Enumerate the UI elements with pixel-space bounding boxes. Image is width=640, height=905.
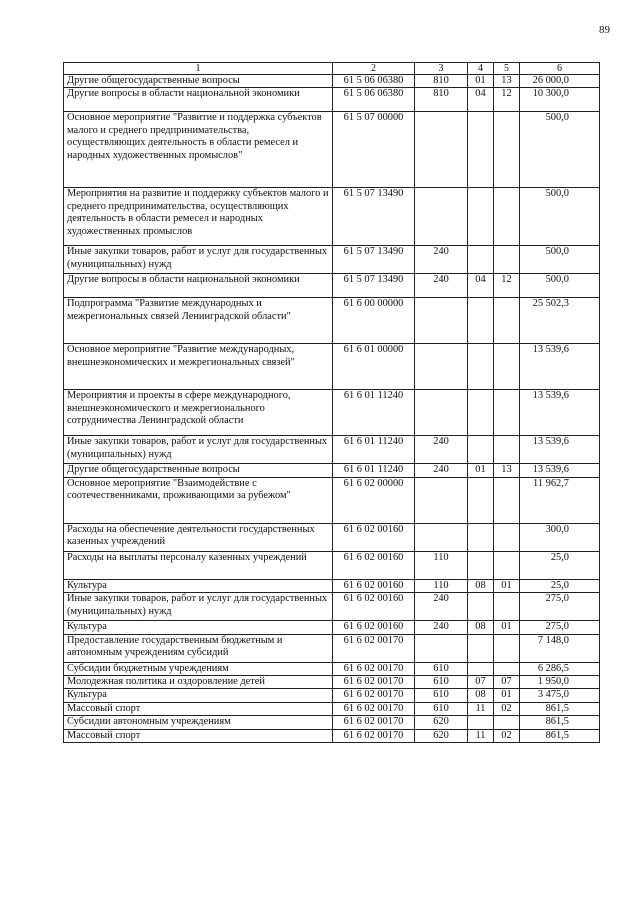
row-vr-cell: 620	[415, 729, 468, 742]
table-row	[64, 75, 600, 88]
row-code-cell: 61 5 06 06380	[333, 88, 415, 112]
row-name-cell: Массовый спорт	[64, 702, 333, 715]
table-row	[64, 729, 600, 742]
row-pr-cell	[494, 593, 520, 621]
row-rz-cell: 11	[468, 702, 494, 715]
row-sum-cell: 26 000,0	[520, 75, 600, 88]
row-sum-cell: 861,5	[520, 729, 600, 742]
row-rz-cell	[468, 344, 494, 390]
row-vr-cell: 240	[415, 246, 468, 274]
row-sum-cell: 275,0	[520, 593, 600, 621]
row-sum-cell: 500,0	[520, 246, 600, 274]
row-sum-cell: 500,0	[520, 112, 600, 188]
row-code-cell: 61 6 02 00170	[333, 702, 415, 715]
row-rz-cell	[468, 436, 494, 464]
row-name-cell: Культура	[64, 621, 333, 634]
row-code-cell: 61 6 01 11240	[333, 390, 415, 436]
row-vr-cell: 110	[415, 579, 468, 592]
row-name-cell: Предоставление государственным бюджетным и автономным учреждениям субсидий	[64, 634, 333, 662]
row-sum-cell: 275,0	[520, 621, 600, 634]
row-code-cell: 61 6 02 00160	[333, 523, 415, 551]
row-rz-cell: 04	[468, 274, 494, 298]
table-row	[64, 246, 600, 274]
row-code-cell: 61 6 01 11240	[333, 436, 415, 464]
row-pr-cell	[494, 634, 520, 662]
row-vr-cell	[415, 298, 468, 344]
row-pr-cell: 01	[494, 621, 520, 634]
row-rz-cell: 08	[468, 579, 494, 592]
row-name-cell: Культура	[64, 689, 333, 702]
row-rz-cell	[468, 390, 494, 436]
row-code-cell: 61 6 02 00170	[333, 689, 415, 702]
row-name-cell: Основное мероприятие "Развитие международных, внешнеэкономических и межрегиональных связей"	[64, 344, 333, 390]
row-name-cell: Основное мероприятие "Взаимодействие с соотечественниками, проживающими за рубежом"	[64, 477, 333, 523]
row-sum-cell: 13 539,6	[520, 390, 600, 436]
row-rz-cell	[468, 634, 494, 662]
row-vr-cell	[415, 112, 468, 188]
row-sum-cell: 13 539,6	[520, 464, 600, 477]
row-code-cell: 61 6 02 00170	[333, 676, 415, 689]
row-name-cell: Молодежная политика и оздоровление детей	[64, 676, 333, 689]
row-name-cell: Культура	[64, 579, 333, 592]
row-name-cell: Субсидии бюджетным учреждениям	[64, 662, 333, 675]
row-pr-cell: 07	[494, 676, 520, 689]
row-name-cell: Субсидии автономным учреждениям	[64, 716, 333, 729]
table-row	[64, 390, 600, 436]
row-pr-cell: 02	[494, 729, 520, 742]
row-rz-cell: 04	[468, 88, 494, 112]
row-sum-cell: 300,0	[520, 523, 600, 551]
row-pr-cell	[494, 523, 520, 551]
row-sum-cell: 13 539,6	[520, 436, 600, 464]
row-sum-cell: 6 286,5	[520, 662, 600, 675]
row-rz-cell: 11	[468, 729, 494, 742]
row-name-cell: Массовый спорт	[64, 729, 333, 742]
row-name-cell: Иные закупки товаров, работ и услуг для государственных (муниципальных) нужд	[64, 436, 333, 464]
table-row	[64, 298, 600, 344]
row-code-cell: 61 6 00 00000	[333, 298, 415, 344]
table-row	[64, 464, 600, 477]
row-rz-cell	[468, 662, 494, 675]
row-code-cell: 61 6 02 00170	[333, 634, 415, 662]
row-pr-cell	[494, 390, 520, 436]
row-rz-cell: 01	[468, 464, 494, 477]
row-vr-cell	[415, 344, 468, 390]
row-name-cell: Другие вопросы в области национальной экономики	[64, 274, 333, 298]
row-code-cell: 61 5 07 13490	[333, 188, 415, 246]
row-name-cell: Расходы на выплаты персоналу казенных учреждений	[64, 551, 333, 579]
row-sum-cell: 861,5	[520, 702, 600, 715]
row-pr-cell: 02	[494, 702, 520, 715]
row-sum-cell: 1 950,0	[520, 676, 600, 689]
table-header-row	[64, 63, 600, 75]
row-sum-cell: 25,0	[520, 579, 600, 592]
row-code-cell: 61 6 02 00170	[333, 662, 415, 675]
row-name-cell: Мероприятия и проекты в сфере международного, внешнеэкономического и межрегионального сотрудничества Ленинградской области	[64, 390, 333, 436]
row-pr-cell	[494, 551, 520, 579]
table-row	[64, 716, 600, 729]
row-pr-cell	[494, 716, 520, 729]
row-sum-cell: 500,0	[520, 188, 600, 246]
row-vr-cell: 620	[415, 716, 468, 729]
row-vr-cell: 240	[415, 436, 468, 464]
table-row	[64, 523, 600, 551]
row-name-cell: Иные закупки товаров, работ и услуг для государственных (муниципальных) нужд	[64, 593, 333, 621]
table-row	[64, 634, 600, 662]
row-vr-cell: 810	[415, 75, 468, 88]
header-cell: 5	[494, 63, 520, 75]
row-code-cell: 61 5 07 00000	[333, 112, 415, 188]
row-vr-cell: 240	[415, 274, 468, 298]
row-vr-cell: 110	[415, 551, 468, 579]
row-code-cell: 61 5 07 13490	[333, 274, 415, 298]
row-name-cell: Мероприятия на развитие и поддержку субъектов малого и среднего предпринимательства, осуществляющих деятельность в области ремесел и народных художественных промыслов	[64, 188, 333, 246]
row-code-cell: 61 5 07 13490	[333, 246, 415, 274]
row-rz-cell	[468, 298, 494, 344]
row-code-cell: 61 6 02 00160	[333, 621, 415, 634]
row-rz-cell	[468, 716, 494, 729]
row-vr-cell	[415, 523, 468, 551]
row-vr-cell: 810	[415, 88, 468, 112]
row-code-cell: 61 6 02 00170	[333, 729, 415, 742]
row-pr-cell: 13	[494, 75, 520, 88]
row-sum-cell: 10 300,0	[520, 88, 600, 112]
row-code-cell: 61 6 02 00000	[333, 477, 415, 523]
row-pr-cell	[494, 188, 520, 246]
row-pr-cell: 12	[494, 274, 520, 298]
row-sum-cell: 25,0	[520, 551, 600, 579]
table-row	[64, 188, 600, 246]
row-name-cell: Иные закупки товаров, работ и услуг для государственных (муниципальных) нужд	[64, 246, 333, 274]
row-pr-cell	[494, 662, 520, 675]
row-pr-cell	[494, 112, 520, 188]
row-rz-cell	[468, 593, 494, 621]
row-code-cell: 61 6 02 00160	[333, 579, 415, 592]
row-pr-cell	[494, 246, 520, 274]
row-rz-cell: 07	[468, 676, 494, 689]
row-sum-cell: 3 475,0	[520, 689, 600, 702]
row-vr-cell	[415, 634, 468, 662]
row-sum-cell: 500,0	[520, 274, 600, 298]
row-pr-cell: 01	[494, 579, 520, 592]
table-row	[64, 579, 600, 592]
table-row	[64, 274, 600, 298]
header-cell: 6	[520, 63, 600, 75]
row-rz-cell	[468, 477, 494, 523]
header-cell: 4	[468, 63, 494, 75]
row-vr-cell	[415, 188, 468, 246]
table-row	[64, 436, 600, 464]
header-cell: 2	[333, 63, 415, 75]
row-name-cell: Расходы на обеспечение деятельности государственных казенных учреждений	[64, 523, 333, 551]
row-rz-cell: 01	[468, 75, 494, 88]
header-cell: 3	[415, 63, 468, 75]
row-rz-cell: 08	[468, 689, 494, 702]
row-name-cell: Основное мероприятие "Развитие и поддержка субъектов малого и среднего предпринимательства, осуществляющих деятельность в области ремесел и народных художественных промыслов"	[64, 112, 333, 188]
header-cell: 1	[64, 63, 333, 75]
row-pr-cell	[494, 298, 520, 344]
row-code-cell: 61 6 02 00160	[333, 593, 415, 621]
row-pr-cell: 13	[494, 464, 520, 477]
row-pr-cell	[494, 344, 520, 390]
row-name-cell: Другие общегосударственные вопросы	[64, 75, 333, 88]
row-sum-cell: 7 148,0	[520, 634, 600, 662]
table-row	[64, 662, 600, 675]
row-pr-cell: 12	[494, 88, 520, 112]
row-code-cell: 61 6 01 11240	[333, 464, 415, 477]
page-number: 89	[599, 24, 610, 36]
row-vr-cell: 610	[415, 662, 468, 675]
row-vr-cell: 240	[415, 593, 468, 621]
budget-table	[63, 62, 600, 743]
table-row	[64, 551, 600, 579]
row-code-cell: 61 6 02 00170	[333, 716, 415, 729]
row-name-cell: Другие вопросы в области национальной экономики	[64, 88, 333, 112]
row-name-cell: Подпрограмма "Развитие международных и межрегиональных связей Ленинградской области"	[64, 298, 333, 344]
row-vr-cell	[415, 390, 468, 436]
row-pr-cell	[494, 477, 520, 523]
row-pr-cell	[494, 436, 520, 464]
row-rz-cell	[468, 246, 494, 274]
row-vr-cell	[415, 477, 468, 523]
row-code-cell: 61 6 02 00160	[333, 551, 415, 579]
table-row	[64, 88, 600, 112]
table-row	[64, 702, 600, 715]
table-row	[64, 621, 600, 634]
row-vr-cell: 610	[415, 702, 468, 715]
row-sum-cell: 11 962,7	[520, 477, 600, 523]
row-sum-cell: 25 502,3	[520, 298, 600, 344]
table-row	[64, 593, 600, 621]
row-rz-cell	[468, 551, 494, 579]
table-row	[64, 689, 600, 702]
row-vr-cell: 240	[415, 621, 468, 634]
row-sum-cell: 13 539,6	[520, 344, 600, 390]
row-rz-cell	[468, 523, 494, 551]
row-name-cell: Другие общегосударственные вопросы	[64, 464, 333, 477]
row-rz-cell: 08	[468, 621, 494, 634]
row-sum-cell: 861,5	[520, 716, 600, 729]
row-rz-cell	[468, 112, 494, 188]
row-rz-cell	[468, 188, 494, 246]
row-code-cell: 61 5 06 06380	[333, 75, 415, 88]
row-code-cell: 61 6 01 00000	[333, 344, 415, 390]
row-vr-cell: 610	[415, 676, 468, 689]
table-row	[64, 676, 600, 689]
row-pr-cell: 01	[494, 689, 520, 702]
table-row	[64, 477, 600, 523]
table-row	[64, 112, 600, 188]
row-vr-cell: 240	[415, 464, 468, 477]
table-row	[64, 344, 600, 390]
row-vr-cell: 610	[415, 689, 468, 702]
